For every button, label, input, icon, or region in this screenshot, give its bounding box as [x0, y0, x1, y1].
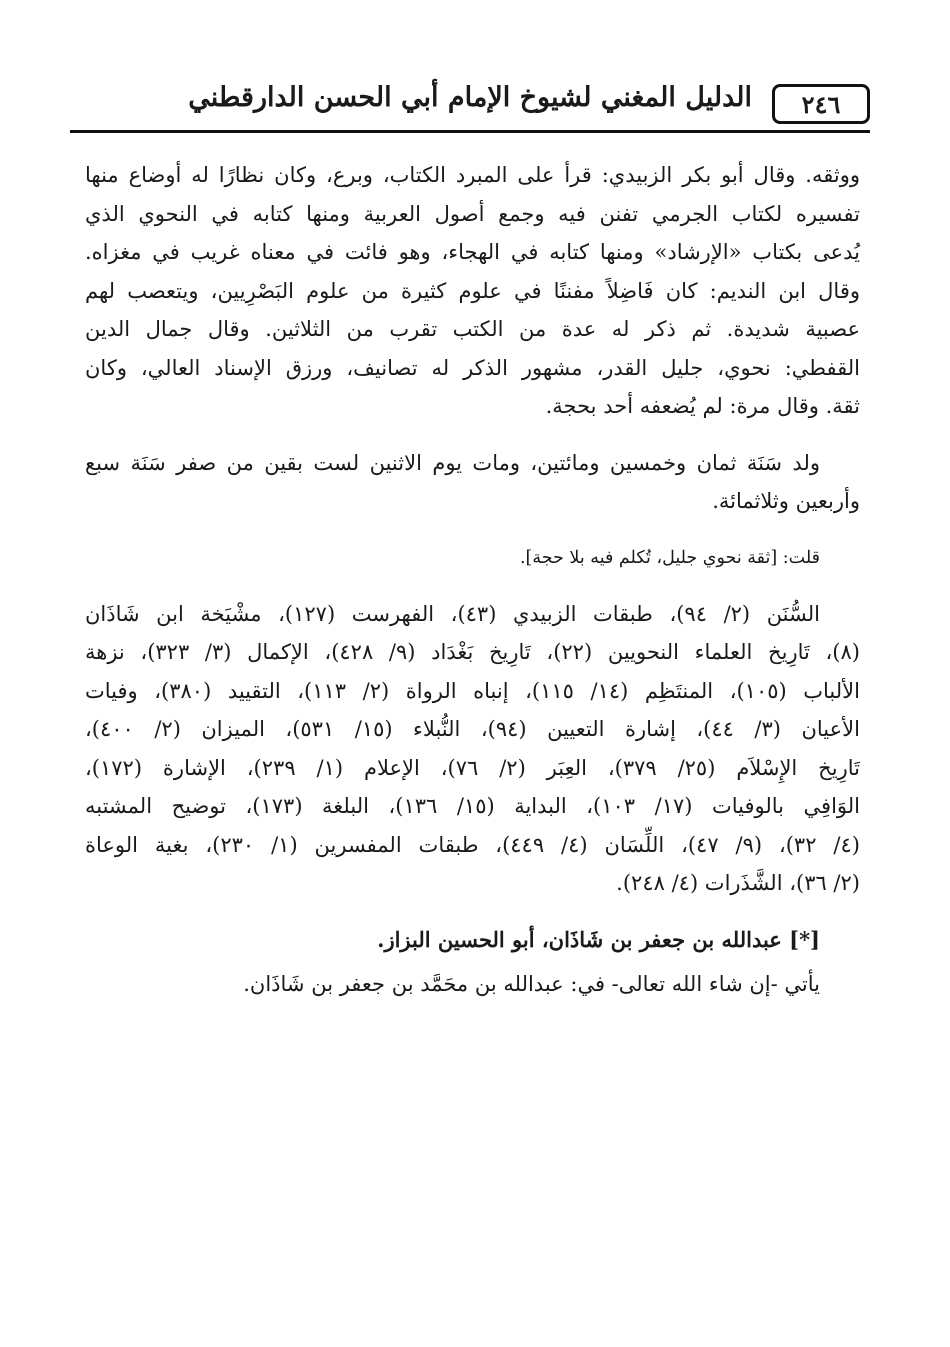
text-line: ولد سَنَة ثمان وخمسين ومائتين، ومات يوم الاثنين لست بقين من صفر سَنَة سبع	[85, 450, 820, 475]
birth-death-paragraph	[85, 444, 860, 521]
text-line: تفسيره لكتاب الجرمي تفنن فيه وجمع أصول العربية ومنها كتابه في النحوي الذي	[85, 201, 860, 226]
text-line: وأربعين وثلاثمائة.	[712, 489, 860, 513]
text-line: (٨)، تَارِيخ العلماء النحويين (٢٢)، تَارِيخ بَغْدَاد (٩/ ٤٢٨)، الإكمال (٣/ ٣٢٣)، نزهة	[85, 640, 860, 664]
text-line: تَارِيخ الإِسْلاَم (٢٥/ ٣٧٩)، العِبَر (٢/ ٧٦)، الإعلام (١/ ٢٣٩)، الإشارة (١٧٢)،	[85, 755, 860, 780]
sources-paragraph	[85, 595, 860, 903]
entry-crossref: يأتي -إن شاء الله تعالى- في: عبدالله بن محَمَّد بن جعفر بن شَاذَان.	[243, 972, 820, 996]
page-number: ٢٤٦	[772, 84, 870, 124]
text-line: يُدعى بكتاب «الإرشاد» ومنها كتابه في الهجاء، وهو فائت في معناه غريب في مغزاه.	[85, 240, 860, 264]
running-title: الدليل المغني لشيوخ الإمام أبي الحسن الدارقطني	[188, 82, 752, 113]
biography-paragraph	[85, 156, 860, 426]
text-line: عصبية شديدة. ثم ذكر له عدة من الكتب تقرب من الثلاثين. وقال جمال الدين	[85, 317, 860, 341]
page-content	[85, 156, 860, 1004]
page-header	[70, 78, 870, 136]
text-line: الوَافِي بالوفيات (١٧/ ١٠٣)، البداية (١٥/ ١٣٦)، البلغة (١٧٣)، توضيح المشتبه	[85, 794, 860, 818]
text-line: ووثقه. وقال أبو بكر الزبيدي: قرأ على المبرد الكتاب، وبرع، وكان نظارًا له أوضاع منها	[85, 163, 860, 187]
text-line: (٢/ ٣٦)، الشَّذَرات (٤/ ٢٤٨).	[616, 871, 860, 895]
text-line: الألباب (١٠٥)، المنتَظِم (١٤/ ١١٥)، إنباه الرواة (٢/ ١١٣)، التقييد (٣٨٠)، وفيات	[85, 678, 860, 703]
text-line: ثقة. وقال مرة: لم يُضعفه أحد بحجة.	[545, 394, 860, 418]
author-note: قلت: [ثقة نحوي جليل، تُكلم فيه بلا حجة].	[519, 547, 820, 568]
header-rule	[70, 130, 870, 133]
entry-heading: [*] عبدالله بن جعفر بن شَاذَان، أبو الحسين البزاز.	[377, 926, 820, 952]
text-line: وقال ابن النديم: كان فَاضِلاً مفننًا في علوم كثيرة من علوم البَصْرِيين، ويتعصب لهم	[85, 278, 860, 303]
text-line: الأعيان (٣/ ٤٤)، إشارة التعيين (٩٤)، النُّبلاء (١٥/ ٥٣١)، الميزان (٢/ ٤٠٠)،	[85, 717, 860, 741]
text-line: القفطي: نحوي، جليل القدر، مشهور الذكر له تصانيف، ورزق الإسناد العالي، وكان	[85, 355, 860, 380]
text-line: (٤/ ٣٢)، (٩/ ٤٧)، اللِّسَان (٤/ ٤٤٩)، طبقات المفسرين (١/ ٢٣٠)، بغية الوعاة	[85, 832, 860, 857]
text-line: السُّنَن (٢/ ٩٤)، طبقات الزبيدي (٤٣)، الفهرست (١٢٧)، مشْيَخة ابن شَاذَان	[85, 601, 820, 626]
